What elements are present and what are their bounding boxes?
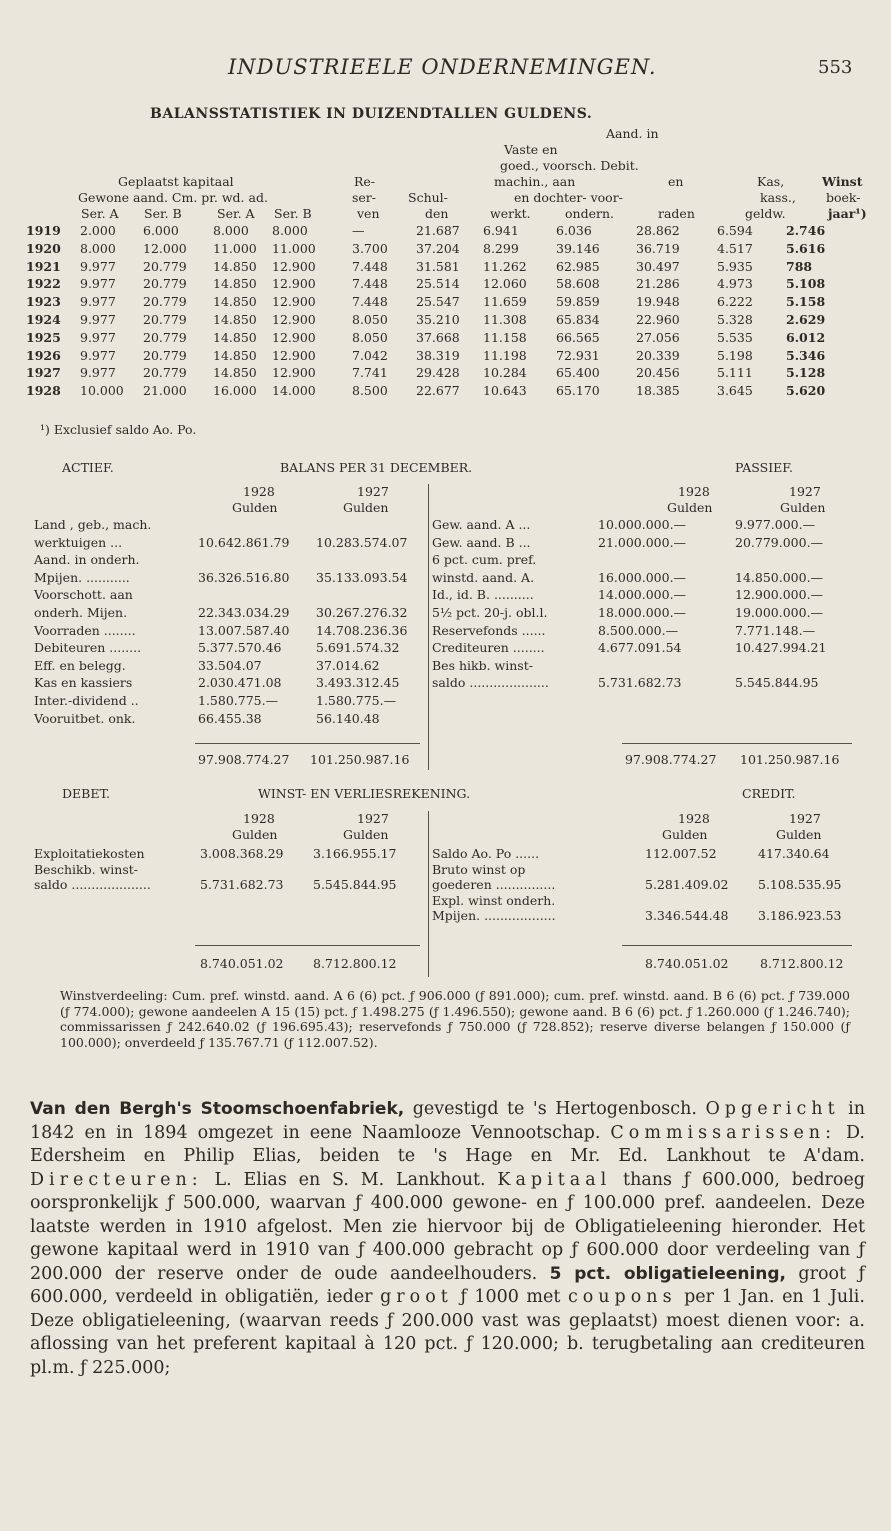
winst-left-gulden-1928: Gulden [232,827,278,842]
balans-left-year-1928: 1928 [243,484,275,499]
ledger-amount: 7.771.148.— [735,622,816,638]
ledger-label: Beschikb. winst- [34,861,138,877]
stats-cell: 7.448 [352,276,388,292]
stats-head-werkt: werkt. [490,206,531,221]
ledger-label: Crediteuren ........ [432,640,545,656]
stats-cell: 21.000 [143,383,187,399]
stats-year: 1920 [26,240,61,256]
stats-head-en: en [668,174,684,189]
stats-year: 1928 [26,383,61,399]
ledger-amount: 5.731.682.73 [200,877,284,892]
para-part-8: per 1 Jan. en 1 Juli. Deze obligatieleening, (waarvan reeds ƒ 200.000 vast was geplaatst) moest dienen voor: a. aflossing van het preferent kapitaal à 120 pct. ƒ 120.000; b. terugbetaling aan crediteuren pl.m. ƒ 225.000; [30,1287,865,1378]
stats-cell: 20.339 [636,347,680,363]
ledger-amount: 5.545.844.95 [735,675,819,691]
stats-cell: 788 [786,258,813,274]
stats-cell: 9.977 [80,276,116,292]
winst-total-right-1927: 8.712.800.12 [760,956,844,971]
stats-cell: 20.779 [143,294,187,310]
stats-cell: 37.204 [416,240,460,256]
ledger-amount: 5.108.535.95 [758,877,842,892]
stats-cell: 28.862 [636,223,680,238]
winst-credit-label: CREDIT. [742,786,796,801]
ledger-amount: 18.000.000.— [598,605,687,620]
stats-cell: 11.198 [483,347,527,363]
para-part-4: L. Elias en S. M. Lankhout. [214,1169,486,1190]
ledger-label: Voorraden ........ [34,622,136,638]
ledger-amount: 3.008.368.29 [200,846,284,861]
ledger-label: Kas en kassiers [34,675,133,691]
stats-head-ser-b2: Ser. B [274,206,312,221]
stats-cell: 14.000 [272,383,316,399]
stats-cell: 9.977 [80,365,116,381]
stats-year: 1925 [26,329,61,345]
stats-cell: 31.581 [416,258,460,274]
stats-head-ser: ser- [352,190,377,205]
stats-cell: 14.850 [213,294,257,310]
stats-cell: 12.900 [272,347,316,363]
stats-cell: 7.448 [352,258,388,274]
stats-cell: 11.158 [483,329,527,345]
ledger-label: goederen ............... [432,877,556,892]
balans-total-left-1927: 101.250.987.16 [310,752,410,767]
ledger-label: Mpijen. ........... [34,569,130,585]
stats-cell: 59.859 [556,294,600,310]
ledger-label: winstd. aand. A. [432,569,535,585]
winst-title: WINST- EN VERLIESREKENING. [258,786,471,801]
stats-cell: 25.514 [416,276,460,292]
stats-cell: — [352,223,365,238]
winst-right-gulden-1927: Gulden [776,827,822,842]
ledger-label: Saldo Ao. Po ...... [432,846,540,861]
stats-cell: 14.850 [213,347,257,363]
balans-right-gulden-1928: Gulden [667,500,713,515]
stats-cell: 65.170 [556,383,600,399]
stats-year: 1922 [26,276,61,292]
stats-year: 1927 [26,365,61,381]
stats-head-vaste-en: Vaste en [504,142,558,157]
stats-cell: 7.042 [352,347,388,363]
stats-cell: 6.594 [717,223,753,238]
stats-cell: 29.428 [416,365,460,381]
ledger-label: 6 pct. cum. pref. [432,552,537,568]
stats-cell: 10.284 [483,365,527,381]
para-obligatieleening: 5 pct. obligatieleening, [549,1263,787,1284]
stats-cell: 8.000 [272,223,308,238]
stats-cell: 5.535 [717,329,753,345]
ledger-label: onderh. Mijen. [34,605,128,620]
stats-head-winst: Winst [822,174,863,189]
stats-year: 1924 [26,312,61,327]
stats-cell: 10.643 [483,383,527,399]
ledger-amount: 9.977.000.— [735,517,816,532]
ledger-amount: 3.493.312.45 [316,675,400,691]
stats-cell: 16.000 [213,383,257,399]
stats-cell: 65.400 [556,365,600,381]
ledger-amount: 3.166.955.17 [313,846,397,861]
stats-cell: 65.834 [556,312,600,327]
stats-cell: 58.608 [556,276,600,292]
stats-cell: 5.935 [717,258,753,274]
stats-cell: 62.985 [556,258,600,274]
stats-head-raden: raden [658,206,695,221]
stats-cell: 8.500 [352,383,388,399]
stats-head-den: den [425,206,449,221]
para-part-7: ƒ 1000 met [460,1287,561,1307]
ledger-amount: 5.281.409.02 [645,877,729,892]
ledger-amount: 5.691.574.32 [316,640,400,656]
stats-cell: 11.000 [213,240,257,256]
stats-cell: 4.517 [717,240,753,256]
stats-cell: 14.850 [213,312,257,327]
para-opgericht: Opgericht [705,1099,840,1119]
winst-left-year-1928: 1928 [243,811,275,826]
stats-cell: 11.000 [272,240,316,256]
stats-cell: 8.000 [213,223,249,238]
ledger-amount: 5.377.570.46 [198,640,282,656]
stats-year: 1919 [26,223,61,238]
stats-head-aand-in: Aand. in [606,126,659,141]
ledger-label: saldo .................... [432,675,549,691]
ledger-label: Expl. winst onderh. [432,892,556,908]
ledger-amount: 4.677.091.54 [598,640,682,656]
stats-cell: 8.299 [483,240,519,256]
stats-head-schul: Schul- [408,190,448,205]
ledger-amount: 2.030.471.08 [198,675,282,691]
winst-left-sum-line [195,945,420,946]
stats-cell: 20.779 [143,258,187,274]
stats-cell: 21.286 [636,276,680,292]
para-part-5: thans ƒ 600.000, bedroeg oorspronkelijk ƒ 500.000, waarvan ƒ 400.000 gewone- en ƒ 100.000 pref. aandeelen. Deze laatste werden in 1910 afgelost. Men zie hiervoor bij de Obligatieleening hieronder. Het gewone kapitaal werd in 1910 van ƒ 400.000 gebracht op ƒ 600.000 door verdeeling van ƒ 200.000 der reserve onder de oude aandeelhouders. [30,1169,865,1284]
stats-cell: 20.779 [143,329,187,345]
stats-cell: 19.948 [636,294,680,310]
stats-cell: 12.900 [272,258,316,274]
stats-head-geplaatst: Geplaatst kapitaal [118,174,234,189]
stats-cell: 6.941 [483,223,519,238]
stats-cell: 20.779 [143,347,187,363]
stats-cell: 12.900 [272,294,316,310]
stats-cell: 5.111 [717,365,753,381]
balans-divider [428,484,429,770]
stats-head-ser-a: Ser. A [81,206,119,221]
balans-left-gulden-1928: Gulden [232,500,278,515]
stats-head-jaar: jaar¹) [828,206,867,221]
stats-cell: 11.262 [483,258,527,274]
winst-right-year-1927: 1927 [789,811,821,826]
para-directeuren: Directeuren: [30,1169,203,1190]
ledger-amount: 112.007.52 [645,846,717,861]
stats-cell: 8.050 [352,329,388,345]
stats-cell: 20.456 [636,365,680,381]
ledger-label: Eff. en belegg. [34,657,126,673]
winst-divider [428,811,429,977]
ledger-amount: 14.708.236.36 [316,622,408,638]
stats-cell: 6.222 [717,294,753,310]
stats-head-ven: ven [357,206,380,221]
balans-total-left-1928: 97.908.774.27 [198,752,290,767]
ledger-label: Vooruitbet. onk. [34,710,136,726]
balans-actief-label: ACTIEF. [62,460,114,475]
ledger-amount: 22.343.034.29 [198,605,290,620]
para-coupons: coupons [567,1287,677,1307]
ledger-label: Voorschott. aan [34,587,133,603]
stats-title: BALANSSTATISTIEK IN DUIZENDTALLEN GULDENS. [150,106,593,122]
para-part-1: gevestigd te 's Hertogenbosch. [412,1099,697,1119]
stats-year: 1921 [26,258,61,274]
stats-head-kass: kass., [760,190,796,205]
stats-cell: 35.210 [416,312,460,327]
ledger-label: Aand. in onderh. [34,552,140,568]
ledger-label: Bruto winst op [432,861,526,877]
ledger-amount: 3.186.923.53 [758,908,842,923]
stats-head-ser-b: Ser. B [144,206,182,221]
ledger-amount: 8.500.000.— [598,622,679,638]
balans-right-year-1928: 1928 [678,484,710,499]
stats-head-goed: goed., voorsch. Debit. [500,158,639,173]
winst-total-right-1928: 8.740.051.02 [645,956,729,971]
stats-cell: 8.000 [80,240,116,256]
stats-cell: 5.158 [786,294,826,310]
ledger-label: Mpijen. .................. [432,908,556,923]
ledger-amount: 19.000.000.— [735,605,824,620]
para-groot: groot [380,1287,453,1307]
stats-head-ondern: ondern. [565,206,614,221]
stats-head-kas: Kas, [757,174,785,189]
ledger-amount: 66.455.38 [198,710,262,726]
ledger-amount: 14.000.000.— [598,587,687,603]
stats-head-en-dochter: en dochter- voor- [514,190,623,205]
para-commissarissen: Commissarissen: [610,1122,836,1143]
ledger-label: werktuigen ... [34,534,123,550]
stats-cell: 12.000 [143,240,187,256]
stats-cell: 25.547 [416,294,460,310]
stats-cell: 3.700 [352,240,388,256]
stats-cell: 11.659 [483,294,527,310]
stats-cell: 6.000 [143,223,179,238]
winst-total-left-1927: 8.712.800.12 [313,956,397,971]
winst-left-gulden-1927: Gulden [343,827,389,842]
stats-cell: 5.346 [786,347,826,363]
stats-cell: 5.616 [786,240,826,256]
ledger-amount: 10.000.000.— [598,517,687,532]
stats-cell: 5.198 [717,347,753,363]
stats-cell: 20.779 [143,276,187,292]
ledger-amount: 20.779.000.— [735,534,824,550]
stats-cell: 72.931 [556,347,600,363]
ledger-label: Bes hikb. winst- [432,657,533,673]
ledger-label: 5½ pct. 20-j. obl.l. [432,605,548,620]
ledger-amount: 30.267.276.32 [316,605,408,620]
balans-right-gulden-1927: Gulden [780,500,826,515]
ledger-amount: 14.850.000.— [735,569,824,585]
para-part-6: groot ƒ 600.000, verdeeld in obligatiën, ieder [30,1263,865,1307]
ledger-amount: 1.580.775.— [316,693,397,708]
ledger-amount: 56.140.48 [316,710,380,726]
ledger-amount: 10.642.861.79 [198,534,290,550]
stats-cell: 21.687 [416,223,460,238]
stats-cell: 9.977 [80,258,116,274]
stats-cell: 66.565 [556,329,600,345]
ledger-amount: 21.000.000.— [598,534,687,550]
stats-cell: 5.620 [786,383,826,399]
company-paragraph [30,1098,865,1380]
stats-cell: 12.060 [483,276,527,292]
winst-right-gulden-1928: Gulden [662,827,708,842]
ledger-amount: 16.000.000.— [598,569,687,585]
balans-left-gulden-1927: Gulden [343,500,389,515]
stats-cell: 7.448 [352,294,388,310]
stats-cell: 14.850 [213,276,257,292]
stats-cell: 2.746 [786,223,826,238]
ledger-amount: 35.133.093.54 [316,569,408,585]
stats-head-re: Re- [354,174,376,189]
stats-cell: 22.677 [416,383,460,399]
stats-cell: 9.977 [80,294,116,310]
stats-head-geldw: geldw. [745,206,786,221]
stats-cell: 9.977 [80,329,116,345]
stats-cell: 12.900 [272,276,316,292]
para-part-2: in 1842 en in 1894 omgezet in eene Naamlooze Vennootschap. [30,1099,865,1143]
ledger-amount: 37.014.62 [316,657,380,673]
stats-cell: 18.385 [636,383,680,399]
stats-cell: 38.319 [416,347,460,363]
stats-year: 1923 [26,294,61,310]
stats-cell: 14.850 [213,258,257,274]
stats-cell: 2.000 [80,223,116,238]
winst-left-year-1927: 1927 [357,811,389,826]
stats-cell: 27.056 [636,329,680,345]
stats-cell: 12.900 [272,329,316,345]
stats-year: 1926 [26,347,61,363]
stats-cell: 39.146 [556,240,600,256]
ledger-amount: 3.346.544.48 [645,908,729,923]
stats-head-machin: machin., aan [494,174,576,189]
stats-cell: 30.497 [636,258,680,274]
running-header-title: INDUSTRIEELE ONDERNEMINGEN. [228,55,657,79]
ledger-amount: 36.326.516.80 [198,569,290,585]
page-number: 553 [818,57,853,78]
stats-head-gewone: Gewone aand. Cm. pr. wd. ad. [78,190,268,205]
stats-cell: 12.900 [272,312,316,327]
ledger-label: Gew. aand. A ... [432,517,531,532]
ledger-amount: 1.580.775.— [198,693,279,708]
stats-head-ser-a2: Ser. A [217,206,255,221]
stats-cell: 11.308 [483,312,527,327]
stats-cell: 4.973 [717,276,753,292]
stats-cell: 2.629 [786,312,826,327]
ledger-amount: 12.900.000.— [735,587,824,603]
ledger-label: Id., id. B. .......... [432,587,534,603]
winst-total-left-1928: 8.740.051.02 [200,956,284,971]
stats-cell: 14.850 [213,329,257,345]
stats-cell: 5.328 [717,312,753,327]
balans-title: BALANS PER 31 DECEMBER. [280,460,473,475]
ledger-amount: 5.731.682.73 [598,675,682,691]
ledger-label: Land , geb., mach. [34,517,152,532]
stats-footnote: ¹) Exclusief saldo Ao. Po. [40,422,197,437]
stats-cell: 36.719 [636,240,680,256]
ledger-amount: 33.504.07 [198,657,262,673]
ledger-label: Gew. aand. B ... [432,534,531,550]
winst-debet-label: DEBET. [62,786,110,801]
ledger-label: saldo .................... [34,877,151,892]
stats-cell: 6.012 [786,329,826,345]
balans-right-sum-line [622,743,852,744]
balans-left-year-1927: 1927 [357,484,389,499]
balans-total-right-1928: 97.908.774.27 [625,752,717,767]
stats-cell: 20.779 [143,312,187,327]
stats-cell: 9.977 [80,347,116,363]
winst-right-sum-line [622,945,852,946]
stats-cell: 12.900 [272,365,316,381]
balans-total-right-1927: 101.250.987.16 [740,752,840,767]
stats-cell: 22.960 [636,312,680,327]
ledger-amount: 10.283.574.07 [316,534,408,550]
stats-cell: 8.050 [352,312,388,327]
company-name: Van den Bergh's Stoomschoenfabriek, [30,1099,405,1119]
stats-cell: 10.000 [80,383,124,399]
stats-cell: 7.741 [352,365,388,381]
para-part-3: D. Edersheim en Philip Elias, beiden te 's Hage en Mr. Ed. Lankhout te A'dam. [30,1122,865,1166]
ledger-label: Reservefonds ...... [432,622,546,638]
stats-cell: 20.779 [143,365,187,381]
stats-cell: 37.668 [416,329,460,345]
ledger-label: Exploitatiekosten [34,846,145,861]
ledger-amount: 5.545.844.95 [313,877,397,892]
stats-head-boek: boek- [826,190,861,205]
ledger-amount: 10.427.994.21 [735,640,827,656]
ledger-amount: 13.007.587.40 [198,622,290,638]
balans-passief-label: PASSIEF. [735,460,793,475]
ledger-label: Inter.-dividend .. [34,693,139,708]
ledger-amount: 417.340.64 [758,846,830,861]
winstverdeeling-note: Winstverdeeling: Cum. pref. winstd. aand. A 6 (6) pct. ƒ 906.000 (ƒ 891.000); cum. pref. winstd. aand. B 6 (6) pct. ƒ 739.000 (ƒ 774.000); gewone aandeelen A 15 (15) pct. ƒ 1.498.275 (ƒ 1.496.550); gewone aand. B 6 (6) pct. ƒ 1.260.000 (ƒ 1.246.740); commissarissen ƒ 242.640.02 (ƒ 196.695.43); reservefonds ƒ 750.000 (ƒ 728.852); reserve diverse belangen ƒ 150.000 (ƒ 100.000); onverdeeld ƒ 135.767.71 (ƒ 112.007.52). [60,988,850,1050]
stats-cell: 5.128 [786,365,826,381]
stats-cell: 9.977 [80,312,116,327]
stats-cell: 5.108 [786,276,826,292]
stats-cell: 14.850 [213,365,257,381]
balans-right-year-1927: 1927 [789,484,821,499]
para-kapitaal: Kapitaal [497,1169,612,1190]
stats-cell: 3.645 [717,383,753,399]
winst-right-year-1928: 1928 [678,811,710,826]
balans-left-sum-line [195,743,420,744]
stats-cell: 6.036 [556,223,592,238]
ledger-label: Debiteuren ........ [34,640,142,656]
